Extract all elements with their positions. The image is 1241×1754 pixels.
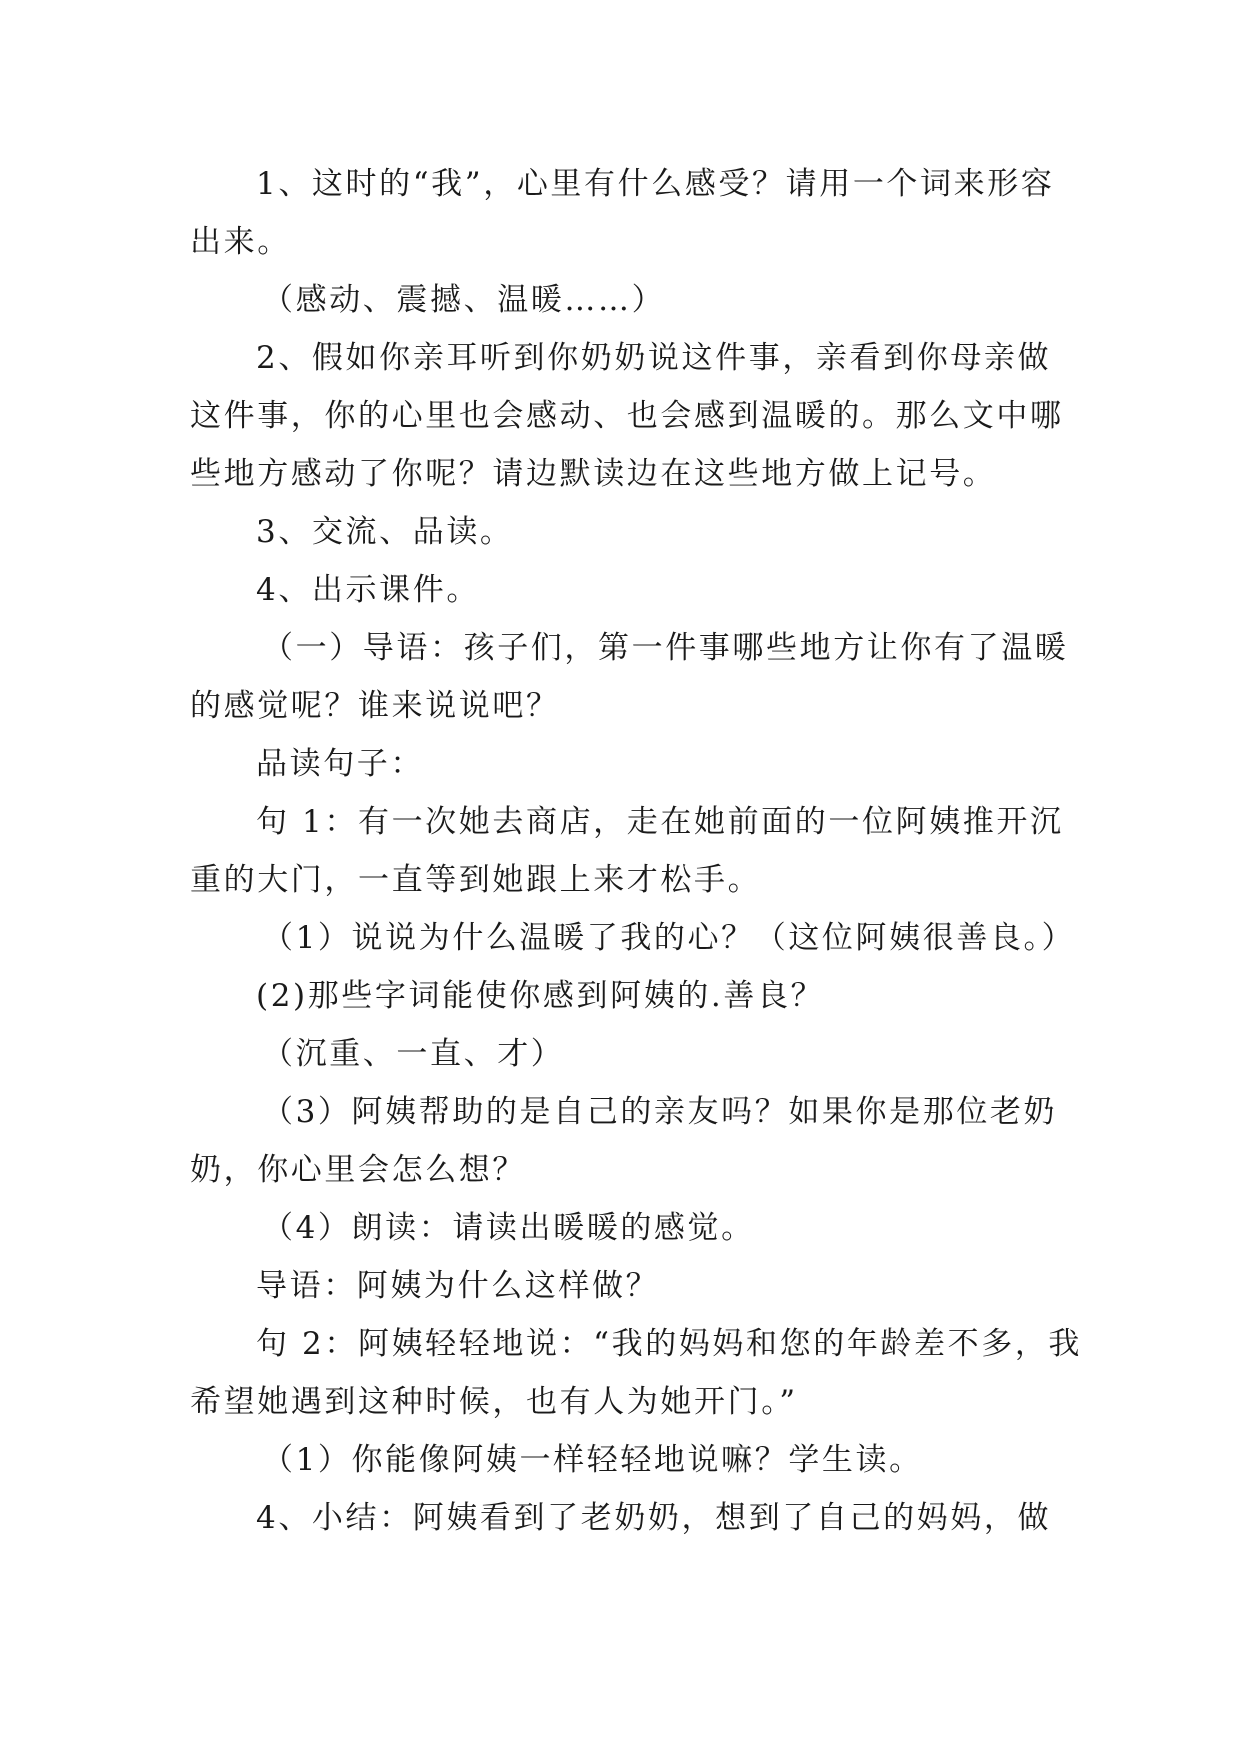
text-line: 奶，你心里会怎么想？: [190, 1152, 526, 1188]
text-line: （感动、震撼、温暖……）: [262, 282, 666, 318]
text-line: 4、出示课件。: [256, 572, 480, 608]
text-line: 重的大门，一直等到她跟上来才松手。: [190, 862, 762, 898]
text-line: 3、交流、品读。: [256, 514, 514, 550]
text-line: 1、这时的“我”，心里有什么感受？请用一个词来形容: [256, 166, 1055, 202]
text-line: （1）说说为什么温暖了我的心？（这位阿姨很善良。）: [262, 920, 1076, 956]
text-line: 出来。: [190, 224, 291, 260]
text-line: 些地方感动了你呢？请边默读边在这些地方做上记号。: [190, 456, 997, 492]
text-line: 导语：阿姨为什么这样做？: [256, 1268, 660, 1304]
text-line: 句 1：有一次她去商店，走在她前面的一位阿姨推开沉: [256, 804, 1064, 840]
text-line: 4、小结：阿姨看到了老奶奶，想到了自己的妈妈，做: [256, 1500, 1052, 1536]
text-line: （沉重、一直、才）: [262, 1036, 565, 1072]
text-line: （1）你能像阿姨一样轻轻地说嘛？学生读。: [262, 1442, 923, 1478]
text-line: 2、假如你亲耳听到你奶奶说这件事，亲看到你母亲做: [256, 340, 1052, 376]
text-line: 希望她遇到这种时候，也有人为她开门。”: [190, 1384, 798, 1420]
text-line: （3）阿姨帮助的是自己的亲友吗？如果你是那位老奶: [262, 1094, 1058, 1130]
text-line: 的感觉呢？谁来说说吧？: [190, 688, 560, 724]
text-line: （4）朗读：请读出暖暖的感觉。: [262, 1210, 755, 1246]
text-line: （一）导语：孩子们，第一件事哪些地方让你有了温暖: [262, 630, 1069, 666]
text-line: (2)那些字词能使你感到阿姨的.善良？: [256, 978, 825, 1014]
text-line: 句 2：阿姨轻轻地说：“我的妈妈和您的年龄差不多，我: [256, 1326, 1083, 1362]
text-line: 这件事，你的心里也会感动、也会感到温暖的。那么文中哪: [190, 398, 1064, 434]
text-line: 品读句子：: [256, 746, 424, 782]
